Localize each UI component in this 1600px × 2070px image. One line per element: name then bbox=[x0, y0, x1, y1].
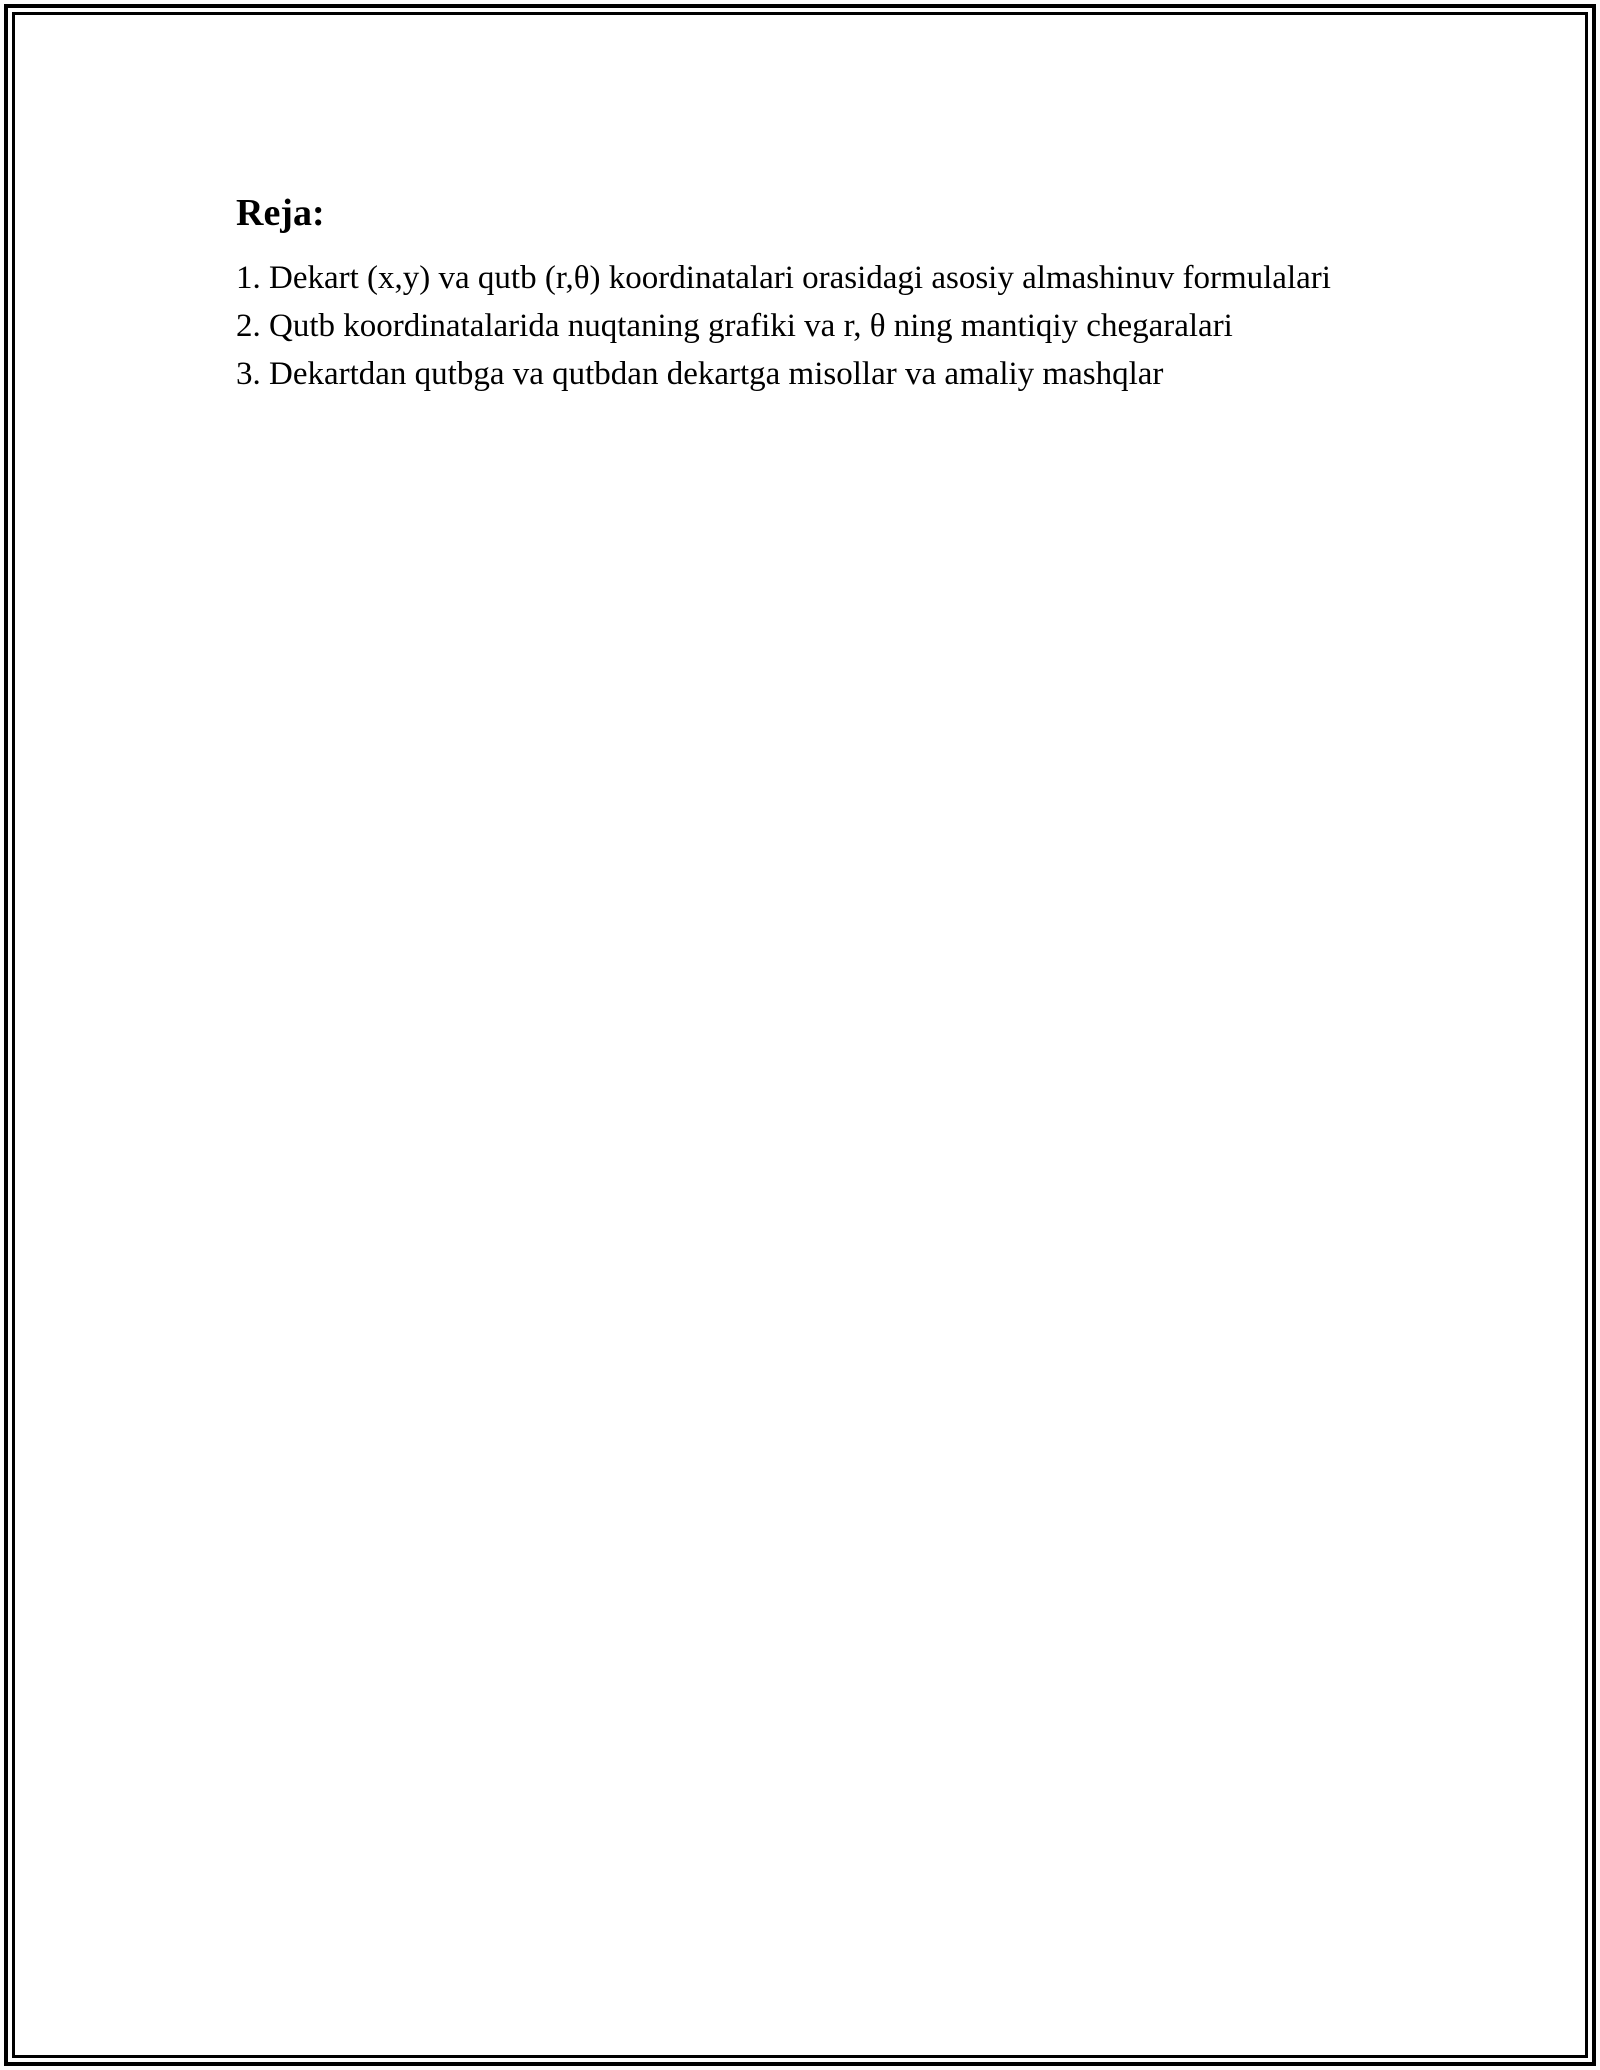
page-content bbox=[236, 186, 1436, 398]
plan-item-3: 3. Dekartdan qutbga va qutbdan dekartga misollar va amaliy mashqlar bbox=[236, 356, 1164, 392]
plan-item-1: 1. Dekart (x,y) va qutb (r,θ) koordinatalari orasidagi asosiy almashinuv formulalari bbox=[236, 260, 1331, 296]
plan-list bbox=[236, 254, 1436, 398]
plan-heading: Reja: bbox=[236, 192, 325, 234]
plan-item-2: 2. Qutb koordinatalarida nuqtaning grafiki va r, θ ning mantiqiy chegaralari bbox=[236, 308, 1233, 344]
